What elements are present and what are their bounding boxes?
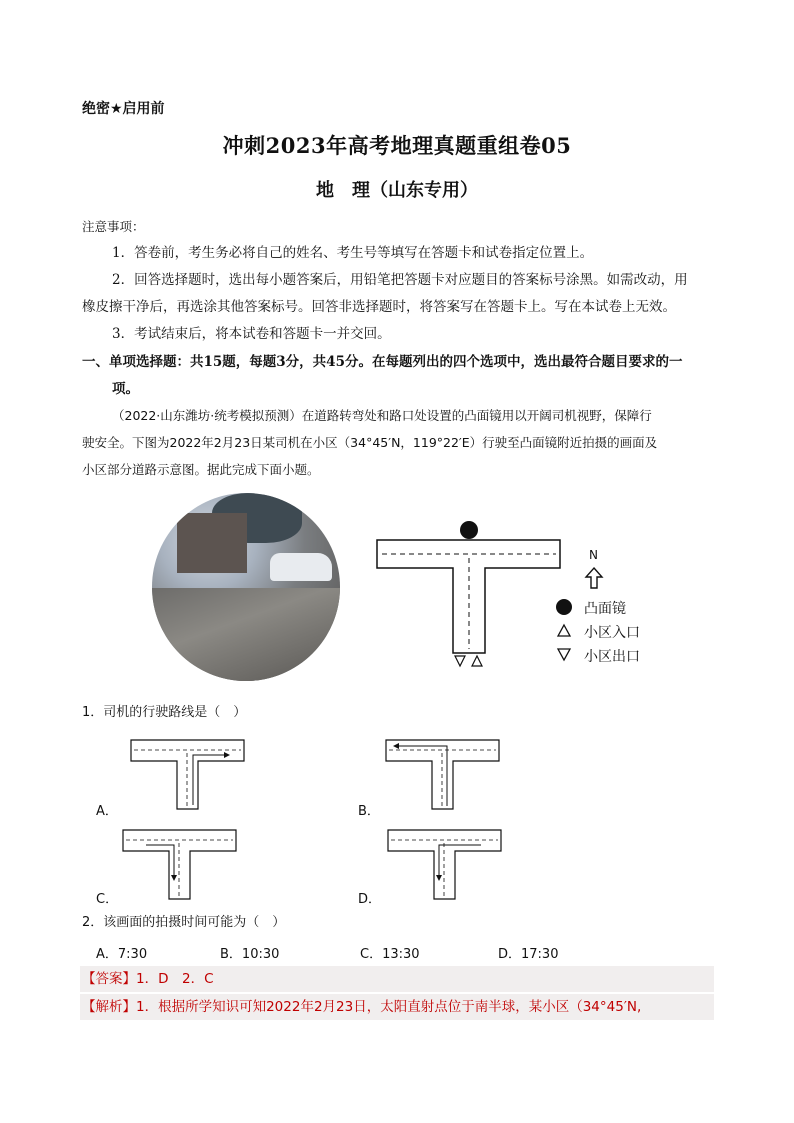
option-d-label: D． <box>358 892 382 907</box>
entrance-legend-icon <box>556 623 572 639</box>
context-line-3: 小区部分道路示意图。据此完成下面小题。 <box>82 462 320 477</box>
q2-option-c: C．13:30 <box>360 947 420 962</box>
context-line-2: 驶安全。下图为2022年2月23日某司机在小区（34°45′N，119°22′E）行驶至凸面镜附近拍摄的画面及 <box>82 435 658 450</box>
page-title: 冲刺2023年高考地理真题重组卷05 <box>222 133 572 158</box>
option-d-diagram <box>385 827 505 903</box>
note-item-1: 1．答卷前，考生务必将自己的姓名、考生号等填写在答题卡和试卷指定位置上。 <box>112 245 594 261</box>
analysis-line <box>82 994 641 1020</box>
section-heading: 一、单项选择题：共15题，每题3分，共45分。在每题列出的四个选项中，选出最符合题目要求的一 <box>82 354 683 370</box>
q2-option-d: D．17:30 <box>498 947 559 962</box>
q2-option-b: B．10:30 <box>220 947 280 962</box>
option-b-diagram <box>383 737 503 813</box>
q2-option-a: A．7:30 <box>96 947 148 962</box>
option-a-label: A． <box>96 804 118 819</box>
section-heading-cont: 项。 <box>112 381 139 397</box>
convex-mirror-marker <box>460 521 478 539</box>
confidential-mark: 绝密★启用前 <box>82 101 165 117</box>
answer-content: 1．D 2．C <box>136 971 214 987</box>
note-item-3: 3．考试结束后，将本试卷和答题卡一并交回。 <box>112 326 391 342</box>
analysis-label: 【解析】 <box>82 999 136 1015</box>
answer-label: 【答案】 <box>82 971 136 987</box>
question-1-stem: 1．司机的行驶路线是（ ） <box>82 705 247 720</box>
north-arrow-icon <box>584 566 604 590</box>
option-c-label: C． <box>96 892 119 907</box>
page-subtitle: 地 理（山东专用） <box>316 180 478 201</box>
convex-mirror-legend-icon <box>554 597 574 617</box>
legend-exit: 小区出口 <box>584 649 640 665</box>
option-b-label: B． <box>358 804 380 819</box>
exit-legend-icon <box>556 646 572 662</box>
question-2-stem: 2．该画面的拍摄时间可能为（ ） <box>82 915 286 930</box>
convex-mirror-photo <box>152 493 340 681</box>
option-c-diagram <box>120 827 240 903</box>
notes-label: 注意事项： <box>82 219 145 234</box>
note-item-2: 2．回答选择题时，选出每小题答案后，用铅笔把答题卡对应题目的答案标号涂黑。如需改动，用 <box>112 272 688 288</box>
exit-marker <box>455 656 465 666</box>
legend-convex-mirror: 凸面镜 <box>584 601 626 617</box>
answer-line <box>82 966 214 992</box>
analysis-content: 1．根据所学知识可知2022年2月23日，太阳直射点位于南半球，某小区（34°45′N, <box>136 999 642 1015</box>
note-item-2-cont: 橡皮擦干净后，再选涂其他答案标号。回答非选择题时，将答案写在答题卡上。写在本试卷上无效。 <box>82 299 676 315</box>
north-label: N <box>589 548 598 562</box>
road-map-diagram <box>370 515 570 675</box>
context-line-1: （2022·山东潍坊·统考模拟预测）在道路转弯处和路口处设置的凸面镜用以开阔司机视野，保障行 <box>112 408 652 423</box>
option-a-diagram <box>128 737 248 813</box>
entrance-marker <box>472 656 482 666</box>
legend-entrance: 小区入口 <box>584 625 640 641</box>
